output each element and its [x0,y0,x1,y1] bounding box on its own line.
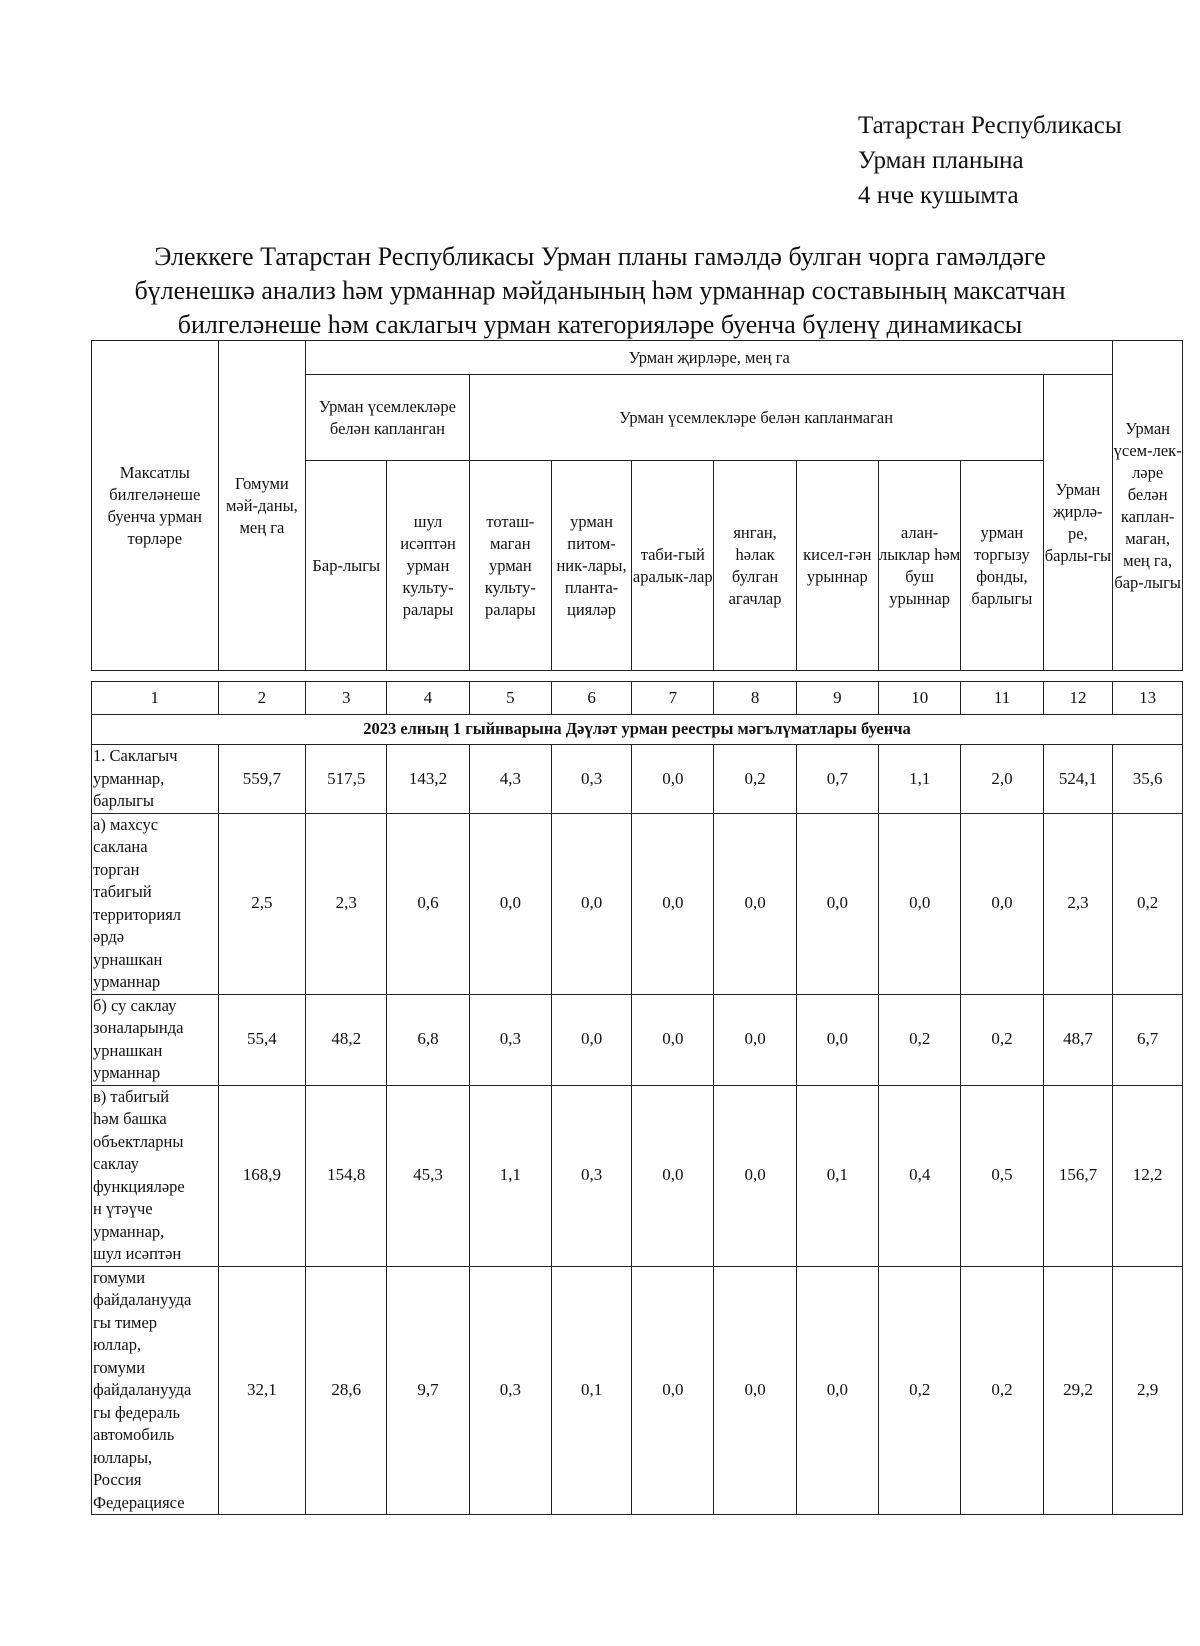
header-glades: алан-лыклар һәм буш урыннар [878,461,960,671]
title-line-3: билгеләнеше һәм саклагыч урман категорияләре буенча бүленү динамикасы [177,310,1023,339]
row-label-line: гы тимер [93,1312,158,1332]
table-cell: 0,7 [796,745,878,814]
row-label-line: территориял [93,904,182,924]
row-label-line: автомобиль [93,1425,175,1444]
row-label-line: шул исәптән [93,1244,182,1263]
column-number: 3 [306,682,387,715]
row-label-line: н үтәүче [93,1199,153,1218]
appendix-line-2: Урман планына [858,147,1024,174]
appendix-line-1: Татарстан Республикасы [858,112,1122,139]
row-label-line: саклана [93,837,148,856]
table-cell: 0,0 [714,994,796,1085]
table-cell: 48,2 [306,994,387,1085]
table-cell: 9,7 [387,1266,469,1515]
appendix-note [858,108,1122,213]
header-not-covered-total: Урман үсем-лек-ләре белән каплан-маган, мең га, бар-лыгы [1113,341,1183,671]
table-cell: 4,3 [469,745,551,814]
row-label [92,1266,219,1515]
table-cell: 0,0 [632,994,714,1085]
header-covered: Урман үсемлекләре белән капланган [306,375,470,461]
table-cell: 0,0 [632,813,714,994]
data-table [91,681,1183,1515]
table-cell: 156,7 [1043,1085,1113,1266]
table-cell: 0,2 [714,745,796,814]
table-cell: 1,1 [469,1085,551,1266]
header-nurseries: урман питом-ник-лары, планта-цияләр [551,461,631,671]
table-cell: 0,0 [796,994,878,1085]
table-cell: 2,3 [306,813,387,994]
table-cell: 32,1 [218,1266,306,1515]
row-label-line: б) су саклау [93,995,177,1015]
table-cell: 0,2 [961,1266,1043,1515]
table-cell: 0,0 [796,1266,878,1515]
table-cell: 35,6 [1113,745,1183,814]
column-number: 11 [961,682,1043,715]
row-label-line: в) табигый [93,1086,170,1106]
table-cell: 0,2 [1113,813,1183,994]
row-label-line: барлыгы [93,791,154,810]
row-label-line: урнашкан [93,1040,163,1060]
table-cell: 0,2 [879,1266,961,1515]
section-row [92,715,1183,745]
table-row [92,1085,1183,1266]
row-label-line: саклау [93,1154,139,1173]
row-label-line: а) махсус [93,814,159,834]
table-cell: 0,0 [469,813,551,994]
table-cell: 12,2 [1113,1085,1183,1266]
header-total-area: Гомуми мәй-даны, мең га [218,341,306,671]
table-cell: 0,0 [796,813,878,994]
header-restoration-fund: урман торгызу фонды, барлыгы [961,461,1043,671]
table-cell: 0,3 [469,994,551,1085]
table-cell: 2,9 [1113,1266,1183,1515]
table-cell: 2,3 [1043,813,1113,994]
table-cell: 143,2 [387,745,469,814]
row-label-line: урманнар [93,972,161,991]
table-cell: 154,8 [306,1085,387,1266]
row-label-line: функцияләре [93,1176,185,1196]
table-cell: 55,4 [218,994,306,1085]
table-cell: 559,7 [218,745,306,814]
table-cell: 0,0 [714,1266,796,1515]
table-header [91,340,1183,671]
row-label-line: һәм башка [93,1109,167,1128]
title-line-1: Элеккеге Татарстан Республикасы Урман планы гамәлдә булган чорга гамәлдәге [154,242,1046,271]
table-cell: 0,3 [552,745,632,814]
row-label [92,1085,219,1266]
table-cell: 6,7 [1113,994,1183,1085]
column-number: 6 [552,682,632,715]
table-cell: 0,0 [879,813,961,994]
row-label-line: урнашкан [93,949,163,969]
row-label-line: урманнар, [93,1221,165,1241]
header-forest-land: Урман җирләре, мең га [306,341,1113,375]
table-row [92,994,1183,1085]
row-label-line: 1. Саклагыч [93,746,178,765]
table-cell: 28,6 [306,1266,387,1515]
table-cell: 2,0 [961,745,1043,814]
table-cell: 45,3 [387,1085,469,1266]
table-cell: 0,0 [632,745,714,814]
header-cuttings: кисел-гән урыннар [796,461,878,671]
table-cell: 0,1 [796,1085,878,1266]
title-line-2: бүленешкә анализ һәм урманнар мәйданының һәм урманнар составының максатчан [134,276,1066,305]
column-number: 10 [879,682,961,715]
table-cell: 0,6 [387,813,469,994]
row-label-line: әрдә [93,927,125,946]
table-cell: 48,7 [1043,994,1113,1085]
table-cell: 0,0 [552,994,632,1085]
table-cell: 0,0 [552,813,632,994]
row-label-line: файдаланууда [93,1380,192,1399]
table-cell: 0,4 [879,1085,961,1266]
table-cell: 2,5 [218,813,306,994]
section-title: 2023 елның 1 гыйнварына Дәүләт урман реестры мәгълүматлары буенча [92,715,1183,745]
row-label-line: гы федераль [93,1402,180,1422]
row-label [92,994,219,1085]
header-total: Бар-лыгы [306,461,387,671]
table-cell: 0,0 [961,813,1043,994]
table-cell: 0,0 [714,813,796,994]
table-cell: 0,0 [714,1085,796,1266]
column-number: 1 [92,682,219,715]
header-burnt: янган, һәлак булган агачлар [714,461,796,671]
table-cell: 0,2 [879,994,961,1085]
column-number: 13 [1113,682,1183,715]
appendix-line-3: 4 нче кушымта [858,182,1019,209]
table-row [92,1266,1183,1515]
row-label-line: юллар, [93,1335,142,1354]
row-label-line: объектларны [93,1131,184,1151]
header-forest-types: Максатлы билгеләнеше буенча урман төрләре [92,341,219,671]
column-number: 8 [714,682,796,715]
row-label-line: урманнар [93,1063,161,1082]
table-cell: 0,1 [552,1266,632,1515]
header-not-covered: Урман үсемлекләре белән капланмаган [469,375,1043,461]
table-cell: 0,5 [961,1085,1043,1266]
header-forest-land-total: Урман җирлә-ре, барлы-гы [1043,375,1113,671]
row-label-line: урманнар, [93,768,165,788]
table-cell: 0,0 [632,1085,714,1266]
row-label-line: гомуми [93,1267,146,1287]
table-cell: 0,2 [961,994,1043,1085]
row-label-line: табигый [93,882,152,901]
column-number: 2 [218,682,306,715]
document-title [60,240,1140,342]
table-cell: 168,9 [218,1085,306,1266]
table-row [92,813,1183,994]
table-cell: 0,3 [469,1266,551,1515]
table-cell: 0,0 [632,1266,714,1515]
row-label-line: зоналарында [93,1018,184,1037]
table-cell: 1,1 [879,745,961,814]
row-label-line: юллары, [93,1447,153,1467]
header-unclosed-cultures: тоташ-маган урман культу-ралары [469,461,551,671]
table-cell: 0,3 [552,1085,632,1266]
table-cell: 524,1 [1043,745,1113,814]
row-label-line: гомуми [93,1357,146,1377]
table-row [92,745,1183,814]
column-number: 7 [632,682,714,715]
row-label-line: файдаланууда [93,1290,192,1309]
row-label-line: торган [93,859,140,879]
row-label-line: Федерациясе [93,1492,185,1512]
column-number: 12 [1043,682,1113,715]
column-number: 4 [387,682,469,715]
header-cultures: шул исәптән урман культу-ралары [387,461,469,671]
column-numbers-row [92,682,1183,715]
column-number: 5 [469,682,551,715]
table-cell: 29,2 [1043,1266,1113,1515]
header-natural-gaps: таби-гый аралык-лар [632,461,714,671]
column-number: 9 [796,682,878,715]
table-cell: 6,8 [387,994,469,1085]
row-label-line: Россия [93,1470,142,1489]
row-label [92,813,219,994]
row-label [92,745,219,814]
table-cell: 517,5 [306,745,387,814]
